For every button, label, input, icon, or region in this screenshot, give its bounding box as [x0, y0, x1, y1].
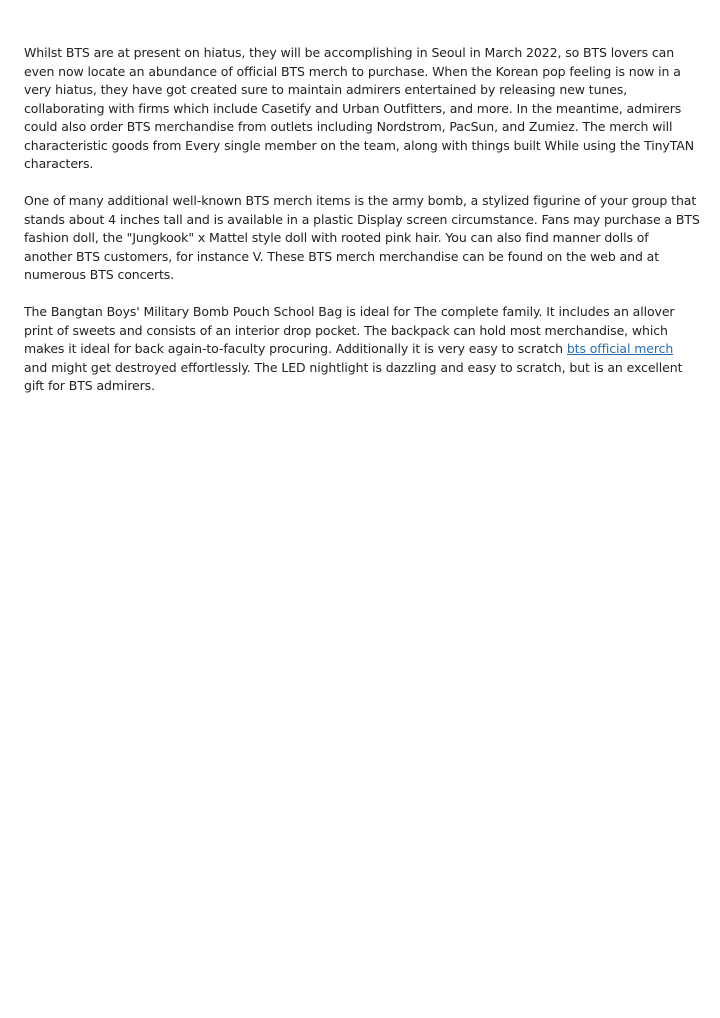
- paragraph-3-text-before-link: The Bangtan Boys' Military Bomb Pouch School Bag is ideal for The complete family. It includes an allover print of sweets and consists of an interior drop pocket. The backpack can hold most merchandise, which makes it ideal for back again-to-faculty procuring. Additionally it is very easy to scratch: [24, 304, 675, 356]
- bts-official-merch-link[interactable]: bts official merch: [566, 341, 674, 356]
- document-body: [24, 44, 700, 414]
- paragraph-1: Whilst BTS are at present on hiatus, they will be accomplishing in Seoul in March 2022, so BTS lovers can even now locate an abundance of official BTS merch to purchase. When the Korean pop feeling is now in a very hiatus, they have got created sure to maintain admirers entertained by releasing new tunes, collaborating with firms which include Casetify and Urban Outfitters, and more. In the meantime, admirers could also order BTS merchandise from outlets including Nordstrom, PacSun, and Zumiez. The merch will characteristic goods from Every single member on the team, along with things built While using the TinyTAN characters.: [24, 45, 694, 171]
- paragraph-3: [24, 303, 700, 396]
- paragraph-2: One of many additional well-known BTS merch items is the army bomb, a stylized figurine of your group that stands about 4 inches tall and is available in a plastic Display screen circumstance. Fans may purchase a BTS fashion doll, the "Jungkook" x Mattel style doll with rooted pink hair. You can also find manner dolls of another BTS customers, for instance V. These BTS merch merchandise can be found on the web and at numerous BTS concerts.: [24, 193, 700, 282]
- paragraph-3-text-after-link: and might get destroyed effortlessly. The LED nightlight is dazzling and easy to scratch, but is an excellent gift for BTS admirers.: [24, 359, 683, 393]
